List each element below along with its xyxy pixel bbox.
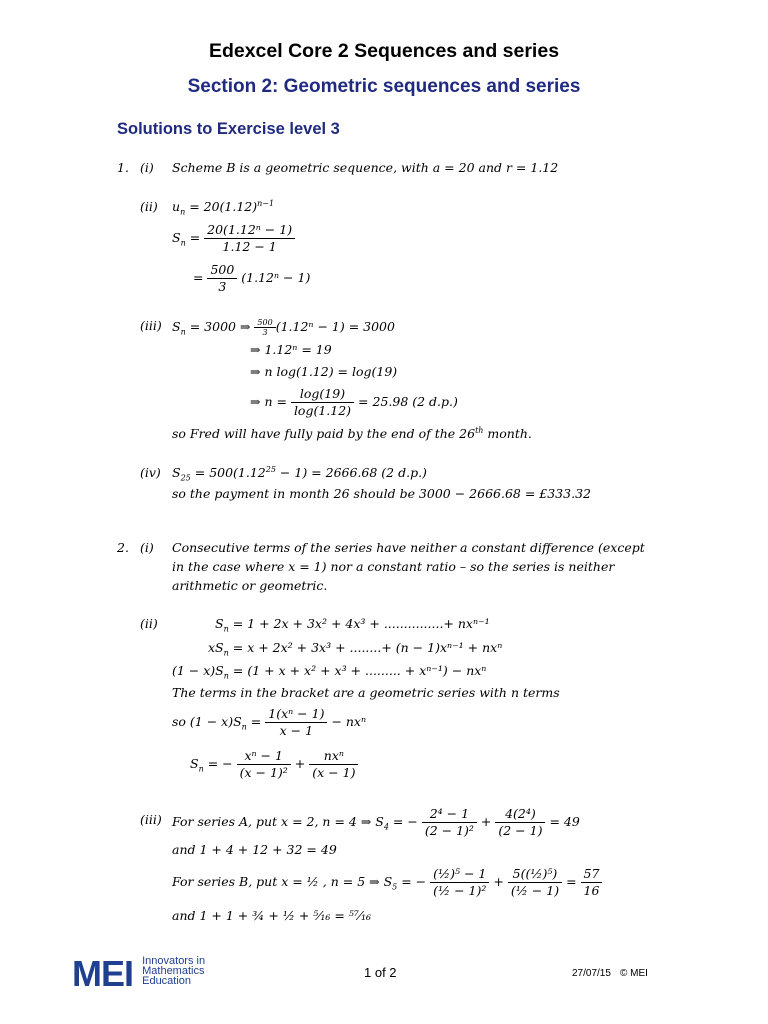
q2-ii-row2: $xS_n = x + 2x^2 + 3x^3$ + ........+ (n − 1)xⁿ⁻¹ + nxⁿ	[208, 640, 503, 658]
q2-iii-series-a: For series A, put x = 2, n = 4 ⇒ $S_4$ = − $\frac{\text{2⁴ − 1}}{\text{(2 − 1)²}}$ + $\frac{\text{4(2⁴)}}{(2 - 1)}$ = 49	[172, 806, 580, 838]
mei-logo	[72, 953, 206, 994]
section-title: Section 2: Geometric sequences and series	[187, 76, 581, 97]
q1-iii-line3: ⇒ n log(1.12) = log(19)	[250, 364, 398, 379]
q1-iii-label: (iii)	[140, 318, 162, 333]
subtitle: Solutions to Exercise level 3	[117, 120, 340, 138]
q2-iii-series-b: For series B, put x = ½ , n = 5 ⇒ $S_5$ = − $\frac{\text{(½)⁵ − 1}}{\text{(½ − 1)²}}$ + $\frac{\text{5((½)⁵)}}{\text{(½ − 1)}}$ = $\frac{57}{16}$	[172, 866, 602, 899]
q1-iv-line2: so the payment in month 26 should be 3000 − 2666.68 = £333.32	[172, 486, 591, 501]
q2-number: 2.	[117, 540, 129, 555]
q1-iii-conclusion: so Fred will have fully paid by the end of the 26th month.	[172, 426, 532, 442]
q1-i-label: (i)	[140, 160, 154, 175]
q1-ii-un: $u_n = 20(1.12)^{n-1}$	[172, 199, 275, 217]
q2-ii-row3: $(1 - x)S_n = (1 + x + x^2 + x^3$ + ......... + xⁿ⁻¹) − nxⁿ	[172, 663, 487, 681]
q1-iii-line4: ⇒ n = $\frac{\log(19)}{\log(1.12)}$ = 25.98 (2 d.p.)	[250, 386, 458, 418]
document-title: Edexcel Core 2 Sequences and series	[208, 40, 560, 62]
mei-logo-tagline: Innovators in Mathematics Education	[142, 955, 206, 987]
q2-iii-label: (iii)	[140, 812, 162, 827]
q1-iii-line2: ⇒ 1.12ⁿ = 19	[250, 342, 332, 357]
q2-i-line2: in the case where x = 1) nor a constant ratio – so the series is neither	[172, 559, 615, 574]
q2-ii-row1: $S_n = 1 + 2x + 3x^2 + 4x^3$ + ...............+ nxⁿ⁻¹	[215, 616, 490, 634]
q1-iii-line1: $S_n = 3000$ ⇒ $\frac{500}{3}$ (1.12ⁿ − 1) = 3000	[172, 318, 395, 337]
q2-ii-sn: $S_n$ = − $\frac{\text{xⁿ − 1}}{\text{(x − 1)²}}$ + $\frac{\text{nxⁿ}}{(x - 1)}$	[190, 748, 358, 781]
q2-ii-label: (ii)	[140, 616, 158, 631]
q2-ii-so: so $(1 - x)S_n$ = $\frac{\text{1(xⁿ − 1)}}{x - 1}$ − nxⁿ	[172, 706, 367, 738]
q1-ii-sn-formula: $S_n$ = $\frac{\text{20(1.12ⁿ − 1)}}{1.12 - 1}$	[172, 222, 295, 255]
q2-iii-check-a: and 1 + 4 + 12 + 32 = 49	[172, 842, 337, 857]
page-number: 1 of 2	[364, 965, 397, 980]
q1-ii-sn-simplified: = $\frac{500}{3}$ (1.12ⁿ − 1)	[193, 262, 311, 294]
q2-i-label: (i)	[140, 540, 154, 555]
q1-iv-line1: $S_{25} = 500(1.12^{25} - 1) = 2666.68$ (2 d.p.)	[172, 465, 427, 483]
footer-copyright: © MEI	[620, 968, 648, 979]
q1-number: 1.	[117, 160, 129, 175]
q1-i-text: Scheme B is a geometric sequence, with a = 20 and r = 1.12	[172, 160, 559, 175]
q2-ii-text: The terms in the bracket are a geometric series with n terms	[172, 685, 560, 700]
q1-ii-label: (ii)	[140, 199, 158, 214]
q1-iv-label: (iv)	[140, 465, 161, 480]
q2-i-line1: Consecutive terms of the series have neither a constant difference (except	[172, 540, 645, 555]
mei-logo-mark: MEI	[72, 953, 134, 994]
q2-iii-check-b: and 1 + 1 + ¾ + ½ + ⁵⁄₁₆ = ⁵⁷⁄₁₆	[172, 908, 371, 923]
q2-i-line3: arithmetic or geometric.	[172, 578, 328, 593]
footer-date: 27/07/15	[572, 968, 611, 979]
